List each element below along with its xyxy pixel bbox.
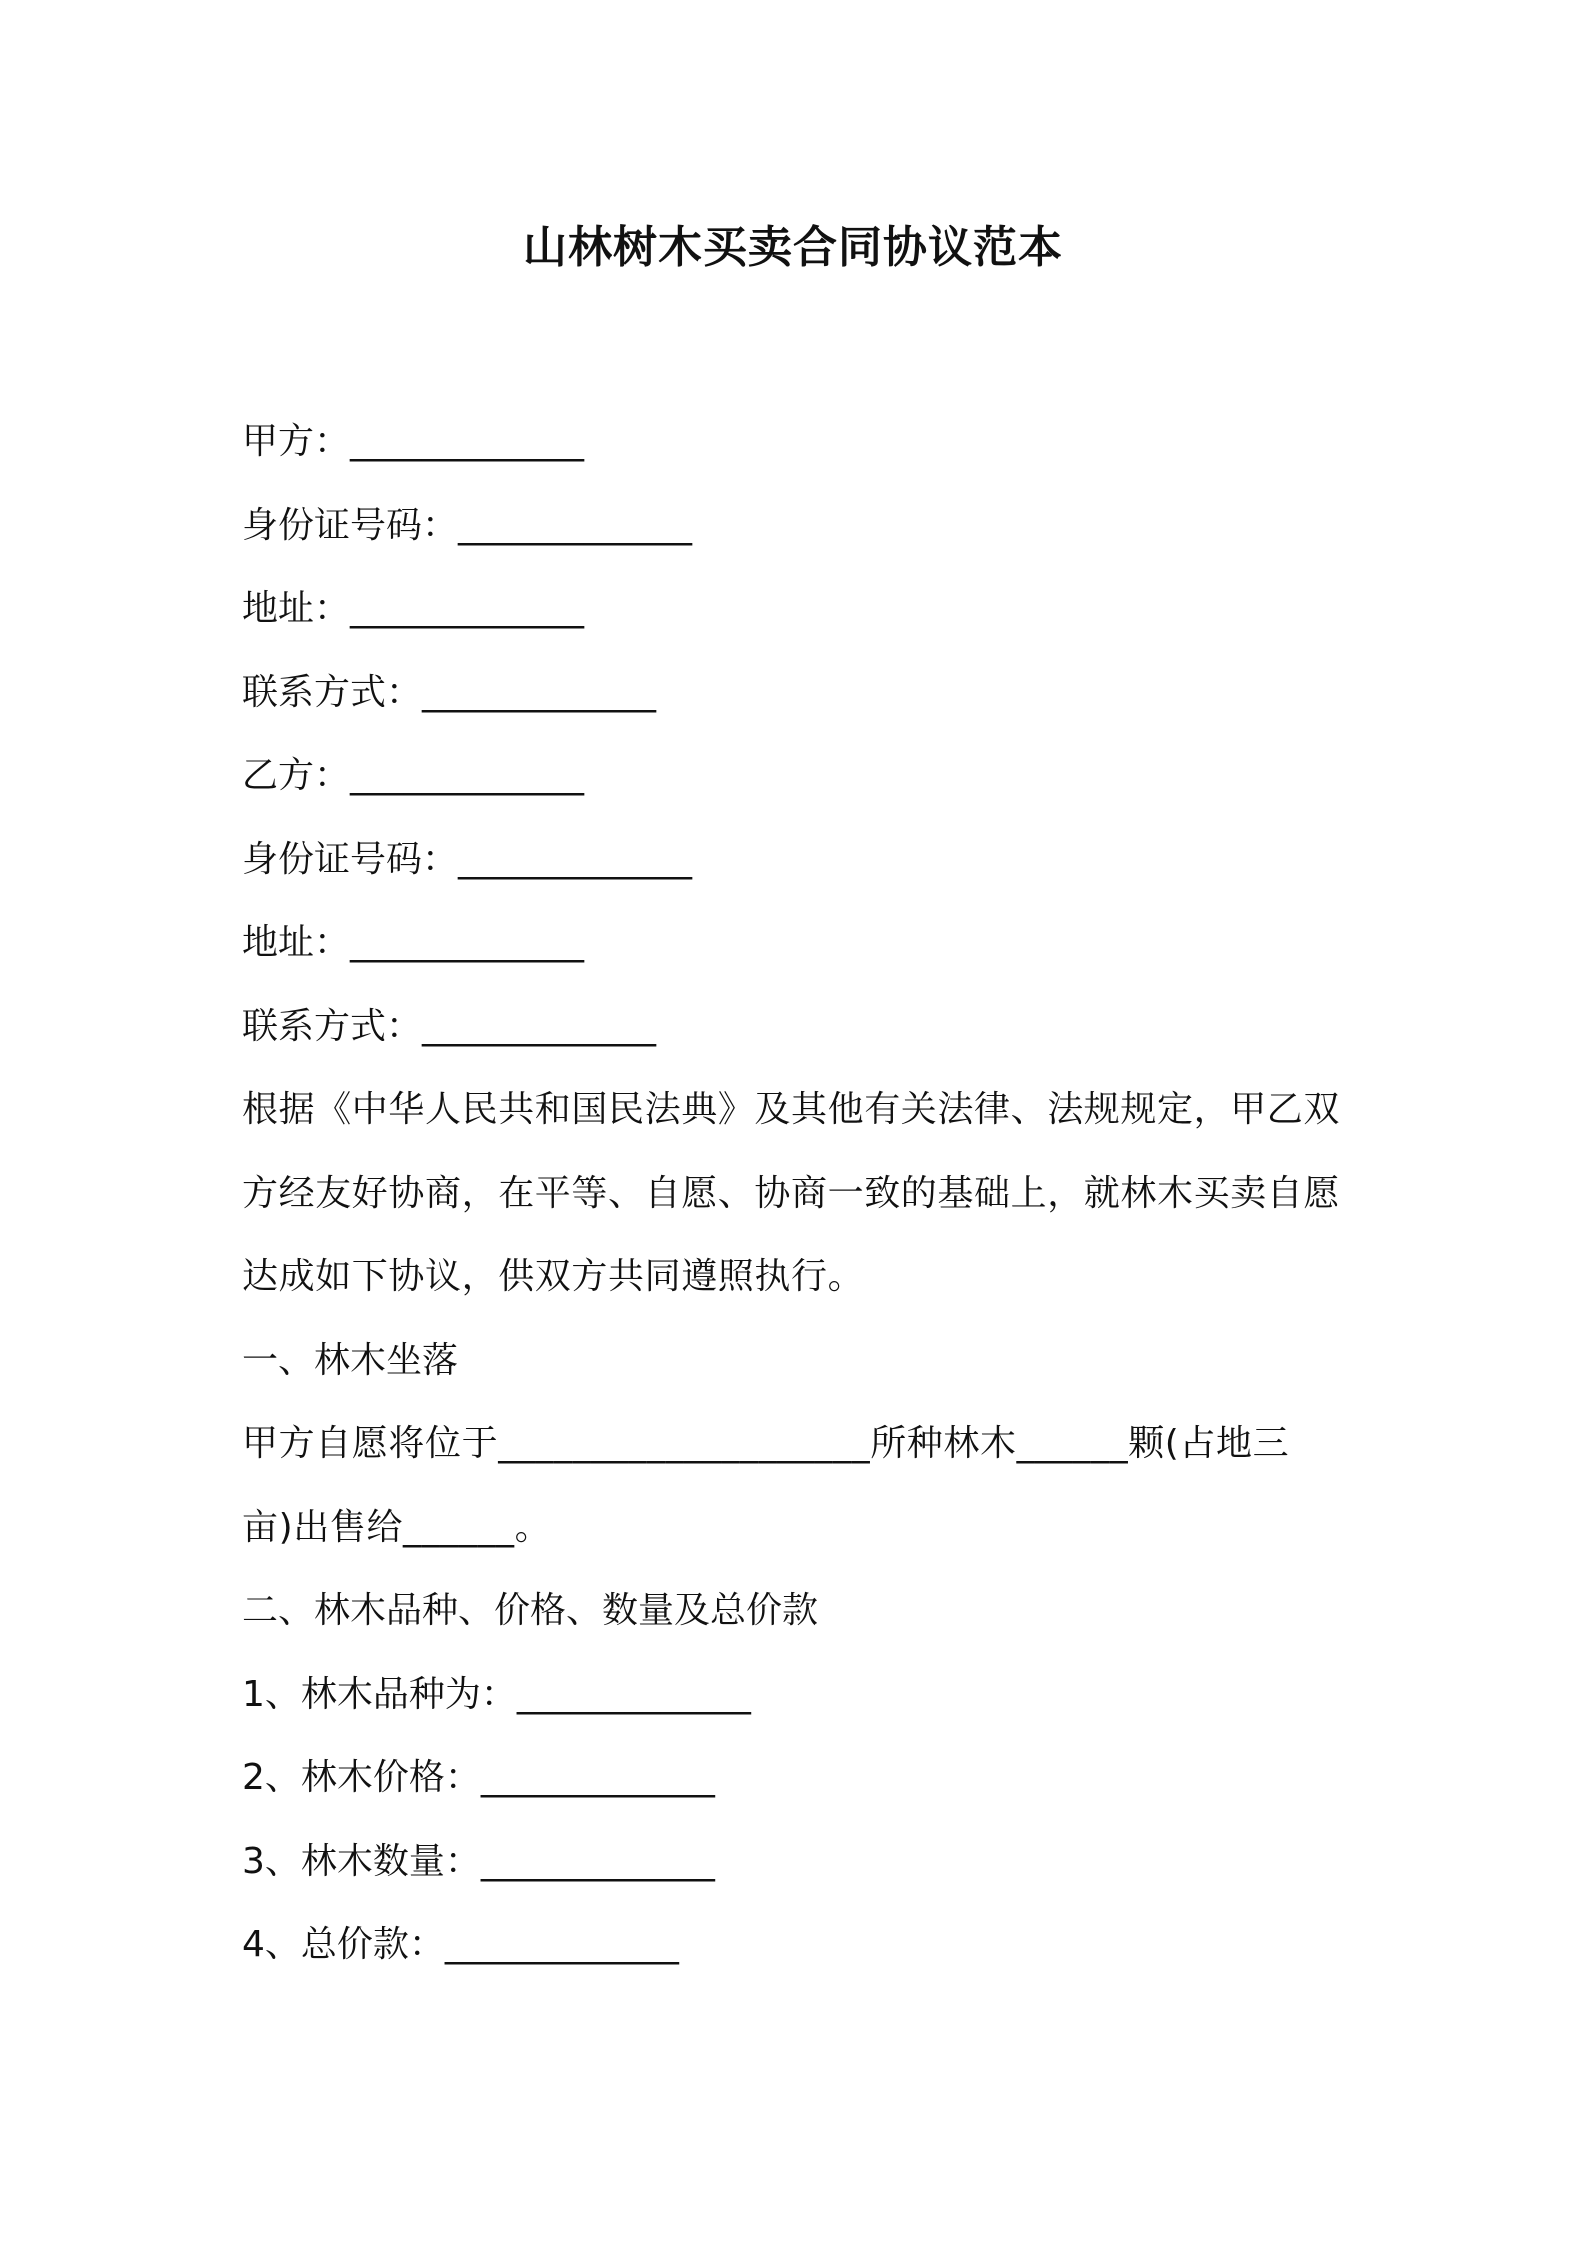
- preamble-line-1: 根据《中华人民共和国民法典》及其他有关法律、法规规定，甲乙双: [242, 1089, 1341, 1130]
- document-title: 山林树木买卖合同协议范本: [523, 222, 1063, 273]
- section-1-text-line-1: 甲方自愿将位于____________________所种林木______颗(占地三: [242, 1423, 1290, 1464]
- party-b-name-line: 乙方：_____________: [242, 755, 585, 796]
- tree-price-line: 2、林木价格：_____________: [242, 1757, 715, 1798]
- tree-quantity-line: 3、林木数量：_____________: [242, 1840, 715, 1882]
- party-b-id-line: 身份证号码：_____________: [242, 838, 693, 880]
- party-a-contact-line: 联系方式：_____________: [242, 671, 657, 713]
- preamble-line-2: 方经友好协商，在平等、自愿、协商一致的基础上，就林木买卖自愿: [242, 1172, 1341, 1214]
- party-a-name-line: 甲方：_____________: [242, 421, 585, 462]
- tree-species-line: 1、林木品种为：_____________: [242, 1673, 751, 1715]
- preamble-line-3: 达成如下协议，供双方共同遵照执行。: [242, 1256, 865, 1297]
- total-price-line: 4、总价款：_____________: [242, 1924, 679, 1965]
- section-2-heading: 二、林木品种、价格、数量及总价款: [242, 1590, 819, 1631]
- document-body: [242, 400, 1362, 1987]
- party-a-id-line: 身份证号码：_____________: [242, 504, 693, 546]
- section-1-text-line-2: 亩)出售给______。: [242, 1506, 552, 1548]
- section-1-heading: 一、林木坐落: [242, 1339, 459, 1381]
- party-b-contact-line: 联系方式：_____________: [242, 1005, 657, 1047]
- party-a-address-line: 地址：_____________: [242, 588, 585, 629]
- party-b-address-line: 地址：_____________: [242, 922, 585, 963]
